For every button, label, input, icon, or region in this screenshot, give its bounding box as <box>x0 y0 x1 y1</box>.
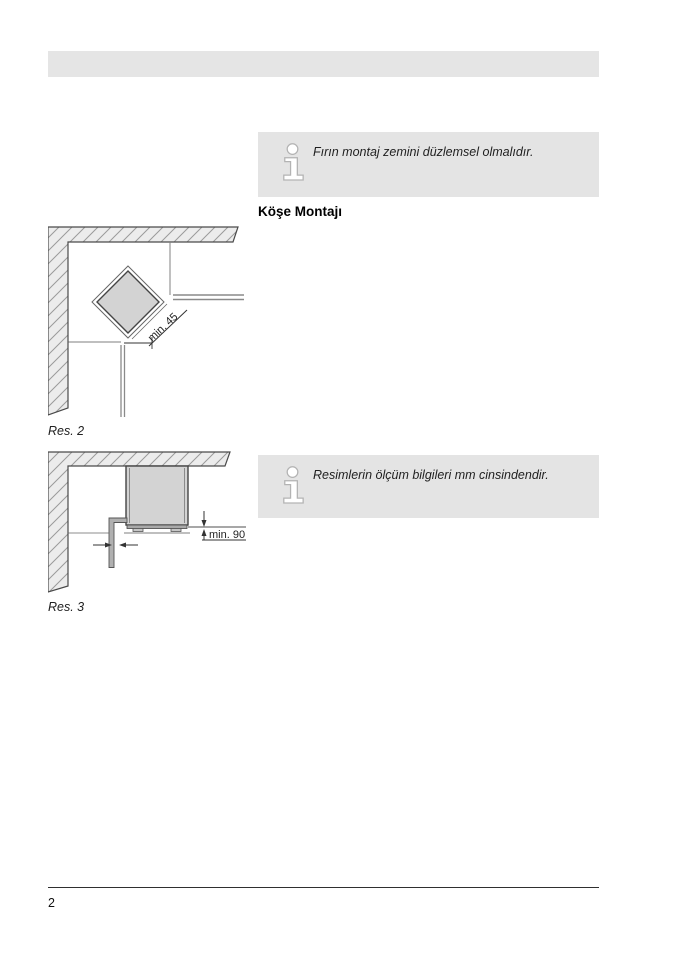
info-note-text: Resimlerin ölçüm bilgileri mm cinsindendir. <box>313 468 549 482</box>
wall-hatched <box>48 227 238 415</box>
figure-caption: Res. 3 <box>48 600 85 614</box>
info-note-text: Fırın montaj zemini düzlemsel olmalıdır. <box>313 145 534 159</box>
info-note-2 <box>258 455 599 518</box>
section-heading: Köşe Montajı <box>258 204 343 219</box>
dimension-label: min. 45 <box>145 310 181 345</box>
header-bar <box>48 51 599 77</box>
info-icon <box>278 465 307 510</box>
info-icon <box>278 142 307 187</box>
oven-front-view <box>124 466 190 533</box>
mounting-bracket <box>109 518 127 568</box>
figure-installation-clearance <box>48 450 248 595</box>
figure-caption: Res. 2 <box>48 424 85 438</box>
page-number: 2 <box>48 896 55 910</box>
footer-rule <box>48 887 599 888</box>
info-note-1 <box>258 132 599 197</box>
dimension-label: min. 90 <box>209 529 246 541</box>
niche-lines <box>170 242 244 300</box>
gap-dimension-arrows <box>93 543 138 548</box>
counter-edge-lines <box>68 342 125 417</box>
figure-corner-installation <box>48 225 244 421</box>
dimension-min-90 <box>202 511 247 541</box>
